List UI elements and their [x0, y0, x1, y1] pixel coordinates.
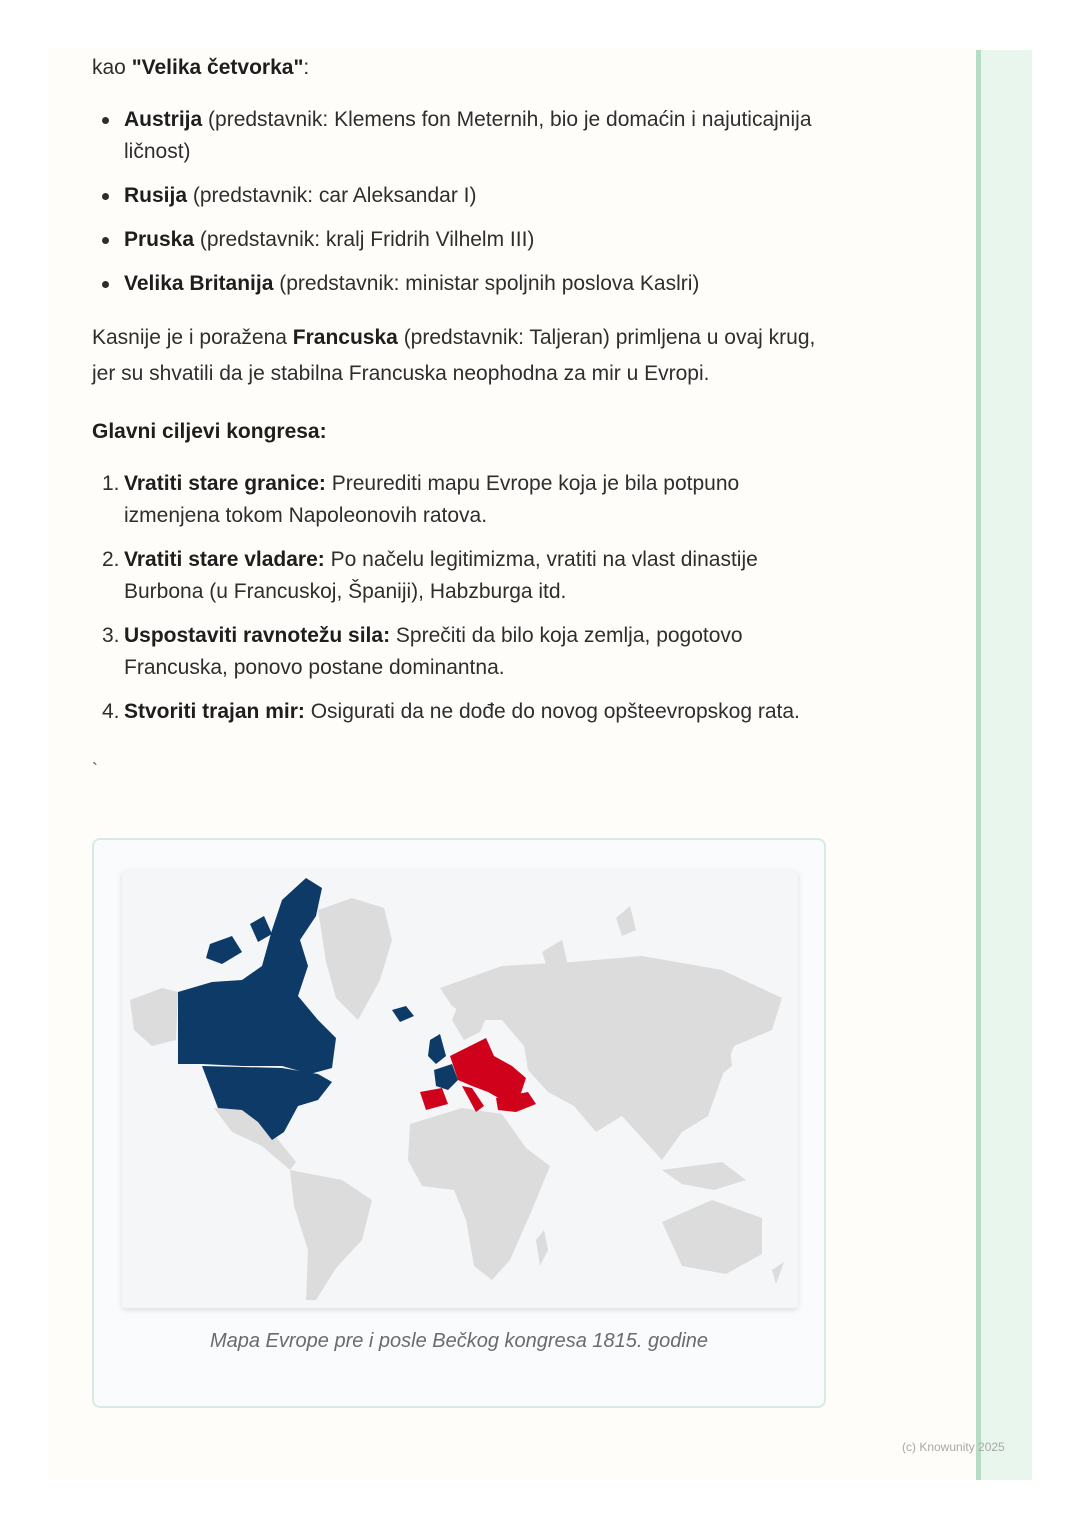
goal-title: Vratiti stare granice:	[124, 472, 326, 495]
goal-title: Stvoriti trajan mir:	[124, 700, 305, 723]
goals-list	[92, 468, 832, 728]
list-item	[102, 468, 832, 532]
power-name: Velika Britanija	[124, 272, 274, 295]
power-name: Austrija	[124, 108, 203, 131]
intro-suffix: :	[303, 56, 310, 79]
goal-text: Preurediti mapu Evrope koja je bila potpuno izmenjena tokom Napoleonovih ratova.	[124, 472, 740, 527]
list-item	[124, 224, 832, 256]
goal-text: Sprečiti da bilo koja zemlja, pogotovo Francuska, ponovo postane dominantna.	[124, 624, 743, 679]
world-map	[122, 870, 798, 1308]
list-item	[124, 180, 832, 212]
document-content	[92, 52, 832, 740]
france-paragraph	[92, 320, 832, 392]
goal-title: Vratiti stare vladare:	[124, 548, 325, 571]
goal-text: Po načelu legitimizma, vratiti na vlast dinastije Burbona (u Francuskoj, Španiji), Habzburga itd.	[124, 548, 758, 603]
intro-bold: "Velika četvorka"	[131, 56, 304, 79]
list-item	[102, 620, 832, 684]
france-after: (predstavnik: Taljeran) primljena u ovaj krug, jer su shvatili da je stabilna Francuska neophodna za mir u Evropi.	[92, 326, 816, 385]
power-name: Pruska	[124, 228, 195, 251]
goal-number: 1.	[102, 472, 120, 495]
power-detail: (predstavnik: kralj Fridrih Vilhelm III)	[194, 228, 535, 251]
goal-text: Osigurati da ne dođe do novog opšteevropskog rata.	[304, 700, 800, 723]
power-detail: (predstavnik: ministar spoljnih poslova Kaslri)	[273, 272, 700, 295]
right-sidebar	[976, 50, 1032, 1480]
map-figure	[92, 838, 826, 1408]
power-detail: (predstavnik: Klemens fon Meternih, bio je domaćin i najuticajnija ličnost)	[124, 108, 812, 163]
goal-number: 2.	[102, 548, 120, 571]
goal-number: 3.	[102, 624, 120, 647]
list-item	[102, 696, 832, 728]
goals-heading: Glavni ciljevi kongresa:	[92, 420, 327, 443]
great-powers-list	[92, 104, 832, 300]
france-before: Kasnije je i poražena	[92, 326, 293, 349]
list-item	[102, 544, 832, 608]
list-item	[124, 104, 832, 168]
stray-mark: `	[92, 760, 98, 780]
goal-title: Uspostaviti ravnotežu sila:	[124, 624, 391, 647]
intro-prefix: kao	[92, 56, 132, 79]
map-caption: Mapa Evrope pre i posle Bečkog kongresa 1815. godine	[209, 1330, 709, 1352]
goal-number: 4.	[102, 700, 120, 723]
copyright-footer: (c) Knowunity 2025	[902, 1440, 1005, 1454]
power-detail: (predstavnik: car Aleksandar I)	[187, 184, 477, 207]
intro-line	[92, 52, 832, 84]
france-bold: Francuska	[292, 326, 398, 349]
power-name: Rusija	[124, 184, 188, 207]
list-item	[124, 268, 832, 300]
world-map-svg	[122, 870, 798, 1308]
